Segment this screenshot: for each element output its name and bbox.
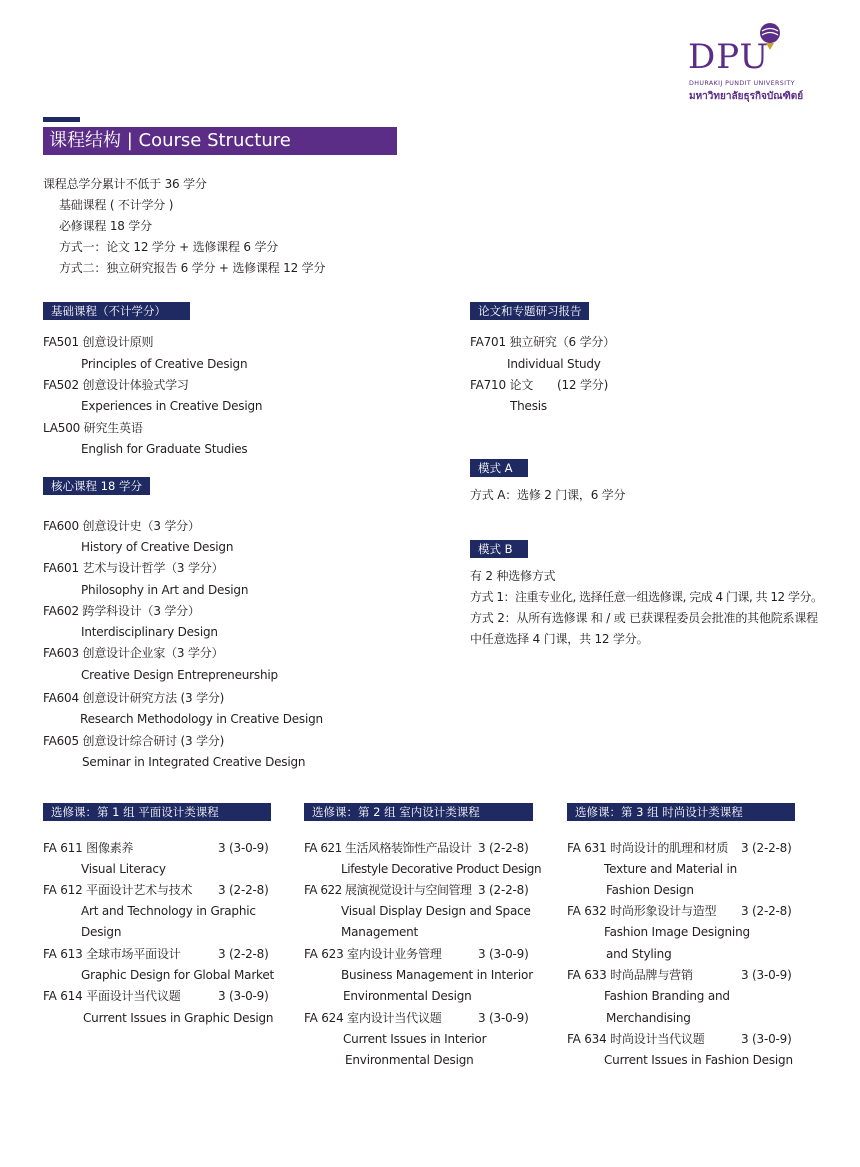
mode-a-header: 模式 A xyxy=(470,459,528,477)
list-item: Fashion Branding and xyxy=(604,989,730,1003)
list-item-credits: 3 (2-2-8) xyxy=(741,904,792,918)
page-title: 课程结构 | Course Structure xyxy=(43,127,397,155)
list-item-credits: 3 (2-2-8) xyxy=(218,947,269,961)
list-item: Visual Display Design and Space xyxy=(341,904,531,918)
list-item: Principles of Creative Design xyxy=(81,357,248,371)
mode-b-line: 方式 2：从所有选修课 和 / 或 已获课程委员会批准的其他院系课程 xyxy=(470,611,818,625)
list-item-credits: 3 (2-2-8) xyxy=(478,841,529,855)
list-item-credits: (12 学分) xyxy=(557,378,609,392)
list-item: Art and Technology in Graphic xyxy=(81,904,256,918)
mode-b-line: 有 2 种选修方式 xyxy=(470,569,556,583)
list-item-credits: 3 (3-0-9) xyxy=(741,1032,792,1046)
list-item: FA 622 展演视觉设计与空间管理 xyxy=(304,883,472,897)
list-item: Research Methodology in Creative Design xyxy=(80,712,323,726)
list-item-credits: 3 (3-0-9) xyxy=(218,841,269,855)
mode-b-line: 中任意选择 4 门课，共 12 学分。 xyxy=(470,632,649,646)
mode-b-line: 方式 1：注重专业化, 选择任意一组选修课, 完成 4 门课, 共 12 学分。 xyxy=(470,590,823,604)
summary-option2: 方式二：独立研究报告 6 学分 + 选修课程 12 学分 xyxy=(59,261,326,275)
elective2-header: 选修课：第 2 组 室内设计类课程 xyxy=(304,803,533,821)
foundation-header: 基础课程（不计学分） xyxy=(43,302,190,320)
list-item: Creative Design Entrepreneurship xyxy=(81,668,278,682)
list-item: FA605 创意设计综合研讨 (3 学分) xyxy=(43,734,225,748)
elective1-header: 选修课：第 1 组 平面设计类课程 xyxy=(43,803,271,821)
title-accent-bar xyxy=(43,117,80,122)
summary-required: 必修课程 18 学分 xyxy=(59,219,152,233)
list-item: FA701 独立研究（6 学分） xyxy=(470,335,615,349)
logo-thai-name: มหาวิทยาลัยธุรกิจบัณฑิตย์ xyxy=(689,91,804,102)
list-item: FA 614 平面设计当代议题 xyxy=(43,989,181,1003)
list-item: FA603 创意设计企业家（3 学分） xyxy=(43,646,224,660)
thesis-header: 论文和专题研习报告 xyxy=(470,302,589,320)
list-item: FA 631 时尚设计的肌理和材质 xyxy=(567,841,729,855)
summary-total: 课程总学分累计不低于 36 学分 xyxy=(43,177,207,191)
list-item: FA501 创意设计原则 xyxy=(43,335,154,349)
list-item: Environmental Design xyxy=(343,989,472,1003)
list-item: Thesis xyxy=(510,399,547,413)
list-item: Merchandising xyxy=(606,1011,691,1025)
mode-b-header: 模式 B xyxy=(470,540,528,558)
list-item: and Styling xyxy=(606,947,672,961)
list-item: FA601 艺术与设计哲学（3 学分） xyxy=(43,561,224,575)
core-header: 核心课程 18 学分 xyxy=(43,477,150,495)
list-item: FA600 创意设计史（3 学分） xyxy=(43,519,200,533)
list-item: Visual Literacy xyxy=(81,862,166,876)
list-item: Graphic Design for Global Market xyxy=(81,968,275,982)
list-item-credits: 3 (2-2-8) xyxy=(218,883,269,897)
list-item-credits: 3 (3-0-9) xyxy=(741,968,792,982)
summary-foundation: 基础课程 ( 不计学分 ) xyxy=(59,198,174,212)
logo-wordmark: DPU xyxy=(688,37,770,77)
list-item: Lifestyle Decorative Product Design xyxy=(341,862,542,876)
list-item: FA 611 图像素养 xyxy=(43,841,134,855)
list-item: Current Issues in Interior xyxy=(343,1032,487,1046)
list-item: FA 632 时尚形象设计与造型 xyxy=(567,904,717,918)
list-item: Philosophy in Art and Design xyxy=(81,583,249,597)
list-item: Experiences in Creative Design xyxy=(81,399,263,413)
elective3-header: 选修课：第 3 组 时尚设计类课程 xyxy=(567,803,795,821)
list-item-credits: 3 (3-0-9) xyxy=(478,947,529,961)
list-item: FA 624 室内设计当代议题 xyxy=(304,1011,442,1025)
list-item: History of Creative Design xyxy=(81,540,234,554)
list-item: Environmental Design xyxy=(345,1053,474,1067)
list-item: Design xyxy=(81,925,122,939)
list-item: FA602 跨学科设计（3 学分） xyxy=(43,604,200,618)
list-item: FA 612 平面设计艺术与技术 xyxy=(43,883,193,897)
list-item-credits: 3 (2-2-8) xyxy=(478,883,529,897)
list-item: Management xyxy=(341,925,419,939)
list-item: Current Issues in Graphic Design xyxy=(83,1011,274,1025)
list-item: FA710 论文 xyxy=(470,378,534,392)
list-item: Seminar in Integrated Creative Design xyxy=(82,755,306,769)
list-item: English for Graduate Studies xyxy=(81,442,248,456)
summary-option1: 方式一：论文 12 学分 + 选修课程 6 学分 xyxy=(59,240,279,254)
list-item: Texture and Material in xyxy=(604,862,738,876)
list-item: Fashion Image Designing xyxy=(604,925,750,939)
list-item: FA 633 时尚品牌与营销 xyxy=(567,968,693,982)
list-item: Business Management in Interior xyxy=(341,968,533,982)
list-item: FA502 创意设计体验式学习 xyxy=(43,378,189,392)
list-item: Individual Study xyxy=(507,357,601,371)
list-item: FA 621 生活风格装饰性产品设计 xyxy=(304,841,472,855)
list-item: FA 623 室内设计业务管理 xyxy=(304,947,442,961)
list-item: FA 634 时尚设计当代议题 xyxy=(567,1032,705,1046)
logo-english-name: DHURAKIJ PUNDIT UNIVERSITY xyxy=(689,80,795,87)
mode-a-text: 方式 A：选修 2 门课，6 学分 xyxy=(470,488,626,502)
list-item: Interdisciplinary Design xyxy=(81,625,218,639)
list-item-credits: 3 (3-0-9) xyxy=(218,989,269,1003)
list-item: FA604 创意设计研究方法 (3 学分) xyxy=(43,691,225,705)
list-item-credits: 3 (2-2-8) xyxy=(741,841,792,855)
list-item-credits: 3 (3-0-9) xyxy=(478,1011,529,1025)
list-item: Current Issues in Fashion Design xyxy=(604,1053,793,1067)
list-item: LA500 研究生英语 xyxy=(43,421,143,435)
list-item: Fashion Design xyxy=(606,883,694,897)
list-item: FA 613 全球市场平面设计 xyxy=(43,947,181,961)
